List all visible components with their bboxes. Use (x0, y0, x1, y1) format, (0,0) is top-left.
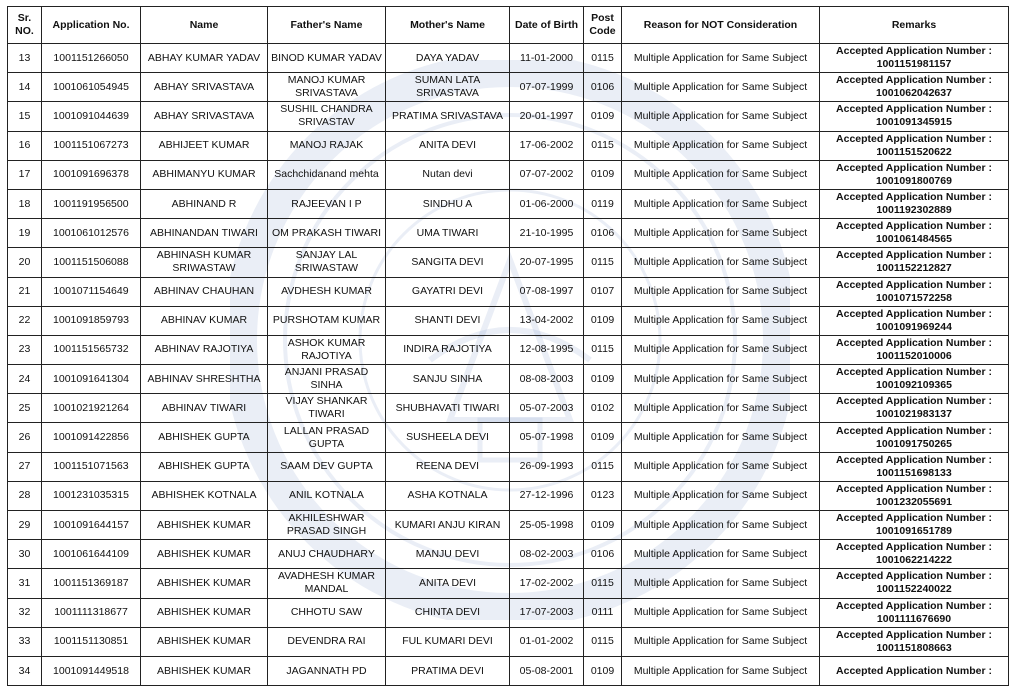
mothers-name-cell: CHINTA DEVI (386, 598, 510, 627)
table-row (8, 306, 1009, 335)
post-code-cell: 0109 (584, 365, 622, 394)
sr-no-cell: 15 (8, 102, 42, 131)
sr-no-cell: 24 (8, 365, 42, 394)
sr-no-cell: 27 (8, 452, 42, 481)
name-cell: ABHIJEET KUMAR (141, 131, 268, 160)
mothers-name-cell: MANJU DEVI (386, 540, 510, 569)
name-cell: ABHINASH KUMAR SRIWASTAW (141, 248, 268, 277)
sr-no-cell: 30 (8, 540, 42, 569)
sr-no-cell: 28 (8, 481, 42, 510)
application-no-cell: 1001061644109 (42, 540, 141, 569)
name-cell: ABHINAV SHRESHTHA (141, 365, 268, 394)
accepted-application-number: 1001151698133 (876, 466, 952, 479)
reason-cell: Multiple Application for Same Subject (622, 73, 820, 102)
name-cell: ABHINAV CHAUHAN (141, 277, 268, 306)
remarks-cell (820, 540, 1009, 569)
table-row (8, 598, 1009, 627)
table-row (8, 481, 1009, 510)
remarks-cell (820, 335, 1009, 364)
accepted-application-number: 1001232055691 (876, 495, 952, 508)
dob-cell: 26-09-1993 (510, 452, 584, 481)
sr-no-cell: 34 (8, 656, 42, 685)
mothers-name-cell: ASHA KOTNALA (386, 481, 510, 510)
sr-no-cell: 33 (8, 627, 42, 656)
accepted-application-number: 1001152240022 (876, 583, 952, 596)
accepted-application-number: 1001152212827 (876, 262, 952, 275)
reason-cell: Multiple Application for Same Subject (622, 189, 820, 218)
dob-cell: 07-07-1999 (510, 73, 584, 102)
reason-cell: Multiple Application for Same Subject (622, 452, 820, 481)
dob-cell: 07-08-1997 (510, 277, 584, 306)
fathers-name-cell: MANOJ RAJAK (268, 131, 386, 160)
post-code-cell: 0106 (584, 73, 622, 102)
application-no-cell: 1001231035315 (42, 481, 141, 510)
mothers-name-cell: INDIRA RAJOTIYA (386, 335, 510, 364)
header-fathers-name: Father's Name (268, 7, 386, 44)
reason-cell: Multiple Application for Same Subject (622, 219, 820, 248)
application-no-cell: 1001091696378 (42, 160, 141, 189)
table-row (8, 511, 1009, 540)
application-no-cell: 1001151369187 (42, 569, 141, 598)
table-row (8, 73, 1009, 102)
accepted-application-label: Accepted Application Number : (836, 395, 992, 408)
application-no-cell: 1001091449518 (42, 656, 141, 685)
dob-cell: 07-07-2002 (510, 160, 584, 189)
reason-cell: Multiple Application for Same Subject (622, 627, 820, 656)
application-no-cell: 1001151266050 (42, 44, 141, 73)
reason-cell: Multiple Application for Same Subject (622, 306, 820, 335)
accepted-application-number: 1001192302889 (876, 204, 952, 217)
post-code-cell: 0115 (584, 569, 622, 598)
remarks-cell (820, 569, 1009, 598)
name-cell: ABHINANDAN TIWARI (141, 219, 268, 248)
fathers-name-cell: ASHOK KUMAR RAJOTIYA (268, 335, 386, 364)
application-no-cell: 1001151067273 (42, 131, 141, 160)
remarks-cell (820, 452, 1009, 481)
remarks-cell (820, 656, 1009, 685)
name-cell: ABHISHEK KUMAR (141, 511, 268, 540)
accepted-application-number: 1001062042637 (876, 87, 952, 100)
name-cell: ABHAY SRIVASTAVA (141, 102, 268, 131)
dob-cell: 27-12-1996 (510, 481, 584, 510)
header-reason: Reason for NOT Consideration (622, 7, 820, 44)
dob-cell: 17-02-2002 (510, 569, 584, 598)
accepted-application-number: 1001062214222 (876, 554, 952, 567)
accepted-application-label: Accepted Application Number : (836, 453, 992, 466)
reason-cell: Multiple Application for Same Subject (622, 481, 820, 510)
fathers-name-cell: AKHILESHWAR PRASAD SINGH (268, 511, 386, 540)
remarks-cell (820, 219, 1009, 248)
application-no-cell: 1001091859793 (42, 306, 141, 335)
post-code-cell: 0107 (584, 277, 622, 306)
post-code-cell: 0109 (584, 656, 622, 685)
name-cell: ABHINAV RAJOTIYA (141, 335, 268, 364)
fathers-name-cell: SAAM DEV GUPTA (268, 452, 386, 481)
mothers-name-cell: ANITA DEVI (386, 131, 510, 160)
name-cell: ABHISHEK GUPTA (141, 423, 268, 452)
post-code-cell: 0115 (584, 452, 622, 481)
fathers-name-cell: SANJAY LAL SRIWASTAW (268, 248, 386, 277)
name-cell: ABHISHEK KUMAR (141, 627, 268, 656)
dob-cell: 08-02-2003 (510, 540, 584, 569)
sr-no-cell: 20 (8, 248, 42, 277)
mothers-name-cell: REENA DEVI (386, 452, 510, 481)
remarks-cell (820, 248, 1009, 277)
fathers-name-cell: JAGANNATH PD (268, 656, 386, 685)
remarks-cell (820, 73, 1009, 102)
post-code-cell: 0102 (584, 394, 622, 423)
application-no-cell: 1001111318677 (42, 598, 141, 627)
header-sr-no: Sr. NO. (8, 7, 42, 44)
table-row (8, 102, 1009, 131)
rejection-list-table (7, 6, 1009, 686)
accepted-application-label: Accepted Application Number : (836, 45, 992, 58)
sr-no-cell: 18 (8, 189, 42, 218)
header-application-no: Application No. (42, 7, 141, 44)
table-row (8, 189, 1009, 218)
fathers-name-cell: MANOJ KUMAR SRIVASTAVA (268, 73, 386, 102)
accepted-application-number: 1001151808663 (876, 641, 952, 654)
dob-cell: 20-01-1997 (510, 102, 584, 131)
remarks-cell (820, 365, 1009, 394)
mothers-name-cell: PRATIMA DEVI (386, 656, 510, 685)
mothers-name-cell: FUL KUMARI DEVI (386, 627, 510, 656)
name-cell: ABHISHEK KUMAR (141, 569, 268, 598)
table-row (8, 569, 1009, 598)
accepted-application-number: 1001091345915 (876, 116, 952, 129)
accepted-application-number: 1001091800769 (876, 174, 952, 187)
post-code-cell: 0109 (584, 423, 622, 452)
name-cell: ABHISHEK KOTNALA (141, 481, 268, 510)
application-no-cell: 1001151565732 (42, 335, 141, 364)
mothers-name-cell: DAYA YADAV (386, 44, 510, 73)
sr-no-cell: 29 (8, 511, 42, 540)
remarks-cell (820, 598, 1009, 627)
post-code-cell: 0106 (584, 219, 622, 248)
application-no-cell: 1001071154649 (42, 277, 141, 306)
name-cell: ABHISHEK KUMAR (141, 656, 268, 685)
name-cell: ABHINAV KUMAR (141, 306, 268, 335)
sr-no-cell: 25 (8, 394, 42, 423)
fathers-name-cell: OM PRAKASH TIWARI (268, 219, 386, 248)
reason-cell: Multiple Application for Same Subject (622, 423, 820, 452)
accepted-application-number: 1001091750265 (876, 437, 952, 450)
accepted-application-number: 1001111676690 (876, 612, 952, 625)
mothers-name-cell: UMA TIWARI (386, 219, 510, 248)
post-code-cell: 0109 (584, 306, 622, 335)
dob-cell: 25-05-1998 (510, 511, 584, 540)
post-code-cell: 0123 (584, 481, 622, 510)
accepted-application-number: 1001092109365 (876, 379, 952, 392)
remarks-cell (820, 189, 1009, 218)
header-mothers-name: Mother's Name (386, 7, 510, 44)
mothers-name-cell: SHANTI DEVI (386, 306, 510, 335)
remarks-cell (820, 394, 1009, 423)
table-row (8, 656, 1009, 685)
dob-cell: 20-07-1995 (510, 248, 584, 277)
post-code-cell: 0109 (584, 511, 622, 540)
remarks-cell (820, 160, 1009, 189)
accepted-application-number: 1001071572258 (876, 291, 952, 304)
table-row (8, 452, 1009, 481)
mothers-name-cell: SUMAN LATA SRIVASTAVA (386, 73, 510, 102)
accepted-application-label: Accepted Application Number : (836, 599, 992, 612)
fathers-name-cell: ANIL KOTNALA (268, 481, 386, 510)
post-code-cell: 0119 (584, 189, 622, 218)
sr-no-cell: 19 (8, 219, 42, 248)
sr-no-cell: 13 (8, 44, 42, 73)
fathers-name-cell: ANJANI PRASAD SINHA (268, 365, 386, 394)
accepted-application-label: Accepted Application Number : (836, 132, 992, 145)
dob-cell: 05-07-2003 (510, 394, 584, 423)
sr-no-cell: 22 (8, 306, 42, 335)
table-row (8, 335, 1009, 364)
reason-cell: Multiple Application for Same Subject (622, 540, 820, 569)
table-row (8, 423, 1009, 452)
header-post-code: Post Code (584, 7, 622, 44)
table-row (8, 219, 1009, 248)
remarks-cell (820, 306, 1009, 335)
fathers-name-cell: AVADHESH KUMAR MANDAL (268, 569, 386, 598)
application-no-cell: 1001091422856 (42, 423, 141, 452)
sr-no-cell: 21 (8, 277, 42, 306)
application-no-cell: 1001191956500 (42, 189, 141, 218)
accepted-application-label: Accepted Application Number : (836, 512, 992, 525)
table-row (8, 277, 1009, 306)
reason-cell: Multiple Application for Same Subject (622, 511, 820, 540)
reason-cell: Multiple Application for Same Subject (622, 102, 820, 131)
table-row (8, 131, 1009, 160)
application-no-cell: 1001091641304 (42, 365, 141, 394)
sr-no-cell: 32 (8, 598, 42, 627)
reason-cell: Multiple Application for Same Subject (622, 160, 820, 189)
remarks-cell (820, 102, 1009, 131)
mothers-name-cell: SINDHU A (386, 189, 510, 218)
dob-cell: 01-01-2002 (510, 627, 584, 656)
reason-cell: Multiple Application for Same Subject (622, 131, 820, 160)
dob-cell: 13-04-2002 (510, 306, 584, 335)
fathers-name-cell: Sachchidanand mehta (268, 160, 386, 189)
fathers-name-cell: PURSHOTAM KUMAR (268, 306, 386, 335)
reason-cell: Multiple Application for Same Subject (622, 248, 820, 277)
accepted-application-label: Accepted Application Number : (836, 74, 992, 87)
mothers-name-cell: KUMARI ANJU KIRAN (386, 511, 510, 540)
table-row (8, 540, 1009, 569)
reason-cell: Multiple Application for Same Subject (622, 277, 820, 306)
post-code-cell: 0115 (584, 248, 622, 277)
remarks-cell (820, 277, 1009, 306)
accepted-application-label: Accepted Application Number : (836, 278, 992, 291)
application-no-cell: 1001021921264 (42, 394, 141, 423)
name-cell: ABHINAND R (141, 189, 268, 218)
name-cell: ABHAY SRIVASTAVA (141, 73, 268, 102)
accepted-application-number: 1001061484565 (876, 233, 952, 246)
table-header-row (8, 7, 1009, 44)
dob-cell: 17-06-2002 (510, 131, 584, 160)
accepted-application-label: Accepted Application Number : (836, 366, 992, 379)
name-cell: ABHINAV TIWARI (141, 394, 268, 423)
mothers-name-cell: SUSHEELA DEVI (386, 423, 510, 452)
post-code-cell: 0109 (584, 160, 622, 189)
mothers-name-cell: SANGITA DEVI (386, 248, 510, 277)
remarks-cell (820, 44, 1009, 73)
fathers-name-cell: VIJAY SHANKAR TIWARI (268, 394, 386, 423)
fathers-name-cell: SUSHIL CHANDRA SRIVASTAV (268, 102, 386, 131)
dob-cell: 05-08-2001 (510, 656, 584, 685)
table-row (8, 365, 1009, 394)
fathers-name-cell: RAJEEVAN I P (268, 189, 386, 218)
mothers-name-cell: SANJU SINHA (386, 365, 510, 394)
name-cell: ABHIMANYU KUMAR (141, 160, 268, 189)
accepted-application-label: Accepted Application Number : (836, 103, 992, 116)
dob-cell: 01-06-2000 (510, 189, 584, 218)
accepted-application-label: Accepted Application Number : (836, 424, 992, 437)
reason-cell: Multiple Application for Same Subject (622, 598, 820, 627)
accepted-application-number: 1001151981157 (876, 58, 952, 71)
table-row (8, 248, 1009, 277)
fathers-name-cell: LALLAN PRASAD GUPTA (268, 423, 386, 452)
application-no-cell: 1001061054945 (42, 73, 141, 102)
application-no-cell: 1001151071563 (42, 452, 141, 481)
fathers-name-cell: ANUJ CHAUDHARY (268, 540, 386, 569)
remarks-cell (820, 423, 1009, 452)
table-row (8, 394, 1009, 423)
accepted-application-label: Accepted Application Number : (836, 482, 992, 495)
accepted-application-number: 1001021983137 (876, 408, 952, 421)
sr-no-cell: 26 (8, 423, 42, 452)
reason-cell: Multiple Application for Same Subject (622, 656, 820, 685)
accepted-application-number: 1001151520622 (876, 145, 952, 158)
table-row (8, 160, 1009, 189)
reason-cell: Multiple Application for Same Subject (622, 569, 820, 598)
accepted-application-label: Accepted Application Number : (836, 628, 992, 641)
accepted-application-label: Accepted Application Number : (836, 664, 992, 677)
name-cell: ABHAY KUMAR YADAV (141, 44, 268, 73)
accepted-application-label: Accepted Application Number : (836, 336, 992, 349)
accepted-application-number: 1001152010006 (876, 349, 952, 362)
mothers-name-cell: PRATIMA SRIVASTAVA (386, 102, 510, 131)
post-code-cell: 0115 (584, 131, 622, 160)
accepted-application-label: Accepted Application Number : (836, 541, 992, 554)
table-row (8, 627, 1009, 656)
table-body (8, 44, 1009, 686)
accepted-application-label: Accepted Application Number : (836, 307, 992, 320)
reason-cell: Multiple Application for Same Subject (622, 335, 820, 364)
table-row (8, 44, 1009, 73)
fathers-name-cell: AVDHESH KUMAR (268, 277, 386, 306)
remarks-cell (820, 627, 1009, 656)
dob-cell: 08-08-2003 (510, 365, 584, 394)
sr-no-cell: 16 (8, 131, 42, 160)
post-code-cell: 0111 (584, 598, 622, 627)
post-code-cell: 0115 (584, 335, 622, 364)
name-cell: ABHISHEK KUMAR (141, 598, 268, 627)
mothers-name-cell: ANITA DEVI (386, 569, 510, 598)
fathers-name-cell: BINOD KUMAR YADAV (268, 44, 386, 73)
fathers-name-cell: CHHOTU SAW (268, 598, 386, 627)
remarks-cell (820, 511, 1009, 540)
application-no-cell: 1001091044639 (42, 102, 141, 131)
mothers-name-cell: Nutan devi (386, 160, 510, 189)
dob-cell: 11-01-2000 (510, 44, 584, 73)
mothers-name-cell: SHUBHAVATI TIWARI (386, 394, 510, 423)
reason-cell: Multiple Application for Same Subject (622, 365, 820, 394)
fathers-name-cell: DEVENDRA RAI (268, 627, 386, 656)
sr-no-cell: 17 (8, 160, 42, 189)
accepted-application-label: Accepted Application Number : (836, 220, 992, 233)
application-no-cell: 1001061012576 (42, 219, 141, 248)
accepted-application-number: 1001091651789 (876, 525, 952, 538)
sr-no-cell: 14 (8, 73, 42, 102)
dob-cell: 17-07-2003 (510, 598, 584, 627)
accepted-application-label: Accepted Application Number : (836, 191, 992, 204)
header-name: Name (141, 7, 268, 44)
sr-no-cell: 23 (8, 335, 42, 364)
header-remarks: Remarks (820, 7, 1009, 44)
post-code-cell: 0115 (584, 44, 622, 73)
header-date-of-birth: Date of Birth (510, 7, 584, 44)
accepted-application-label: Accepted Application Number : (836, 161, 992, 174)
post-code-cell: 0109 (584, 102, 622, 131)
dob-cell: 05-07-1998 (510, 423, 584, 452)
sr-no-cell: 31 (8, 569, 42, 598)
post-code-cell: 0115 (584, 627, 622, 656)
post-code-cell: 0106 (584, 540, 622, 569)
remarks-cell (820, 131, 1009, 160)
dob-cell: 21-10-1995 (510, 219, 584, 248)
accepted-application-number: 1001091969244 (876, 320, 952, 333)
accepted-application-label: Accepted Application Number : (836, 249, 992, 262)
reason-cell: Multiple Application for Same Subject (622, 44, 820, 73)
dob-cell: 12-08-1995 (510, 335, 584, 364)
accepted-application-label: Accepted Application Number : (836, 570, 992, 583)
mothers-name-cell: GAYATRI DEVI (386, 277, 510, 306)
name-cell: ABHISHEK KUMAR (141, 540, 268, 569)
name-cell: ABHISHEK GUPTA (141, 452, 268, 481)
application-no-cell: 1001151130851 (42, 627, 141, 656)
reason-cell: Multiple Application for Same Subject (622, 394, 820, 423)
application-no-cell: 1001151506088 (42, 248, 141, 277)
application-no-cell: 1001091644157 (42, 511, 141, 540)
remarks-cell (820, 481, 1009, 510)
